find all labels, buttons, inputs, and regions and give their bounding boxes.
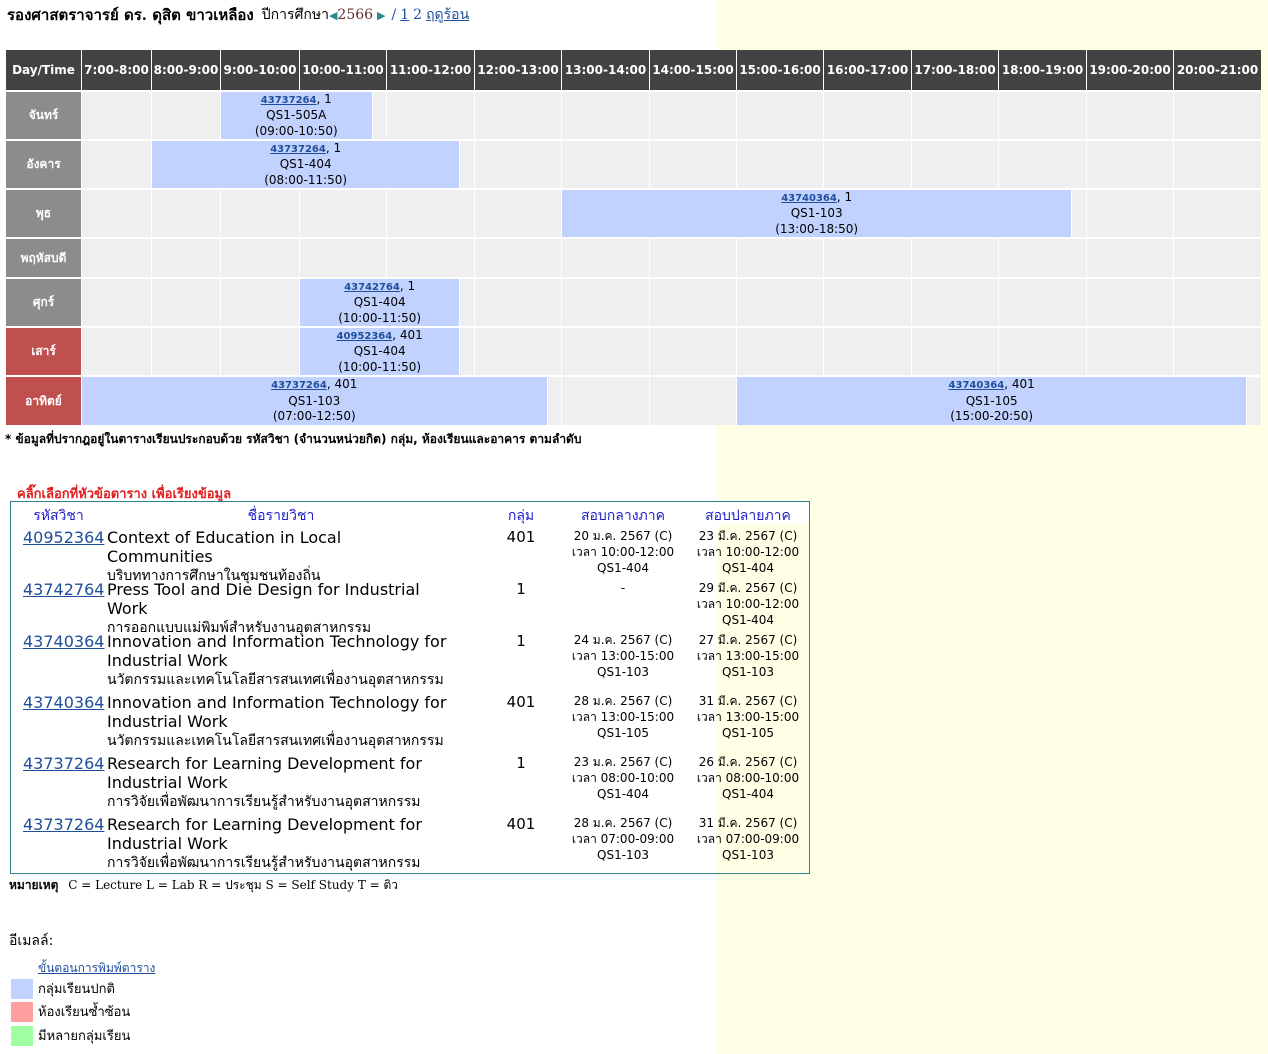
timetable-slot	[387, 237, 475, 277]
timetable-slot	[650, 277, 737, 326]
course-code-link[interactable]: 43740364	[23, 693, 105, 712]
timetable-slot	[221, 188, 300, 237]
timetable-slot	[82, 237, 152, 277]
class-block[interactable]	[300, 277, 460, 326]
time-header: 11:00-12:00	[387, 50, 475, 90]
midterm-exam	[563, 815, 683, 863]
course-code-link[interactable]: 43742764	[23, 580, 105, 599]
time-header: 18:00-19:00	[999, 50, 1087, 90]
timetable-slot	[912, 90, 999, 139]
final-line: 31 มี.ค. 2567 (C)	[698, 694, 798, 708]
print-steps-link[interactable]: ขั้นตอนการพิมพ์ตาราง	[38, 961, 156, 975]
timetable-slot	[82, 188, 152, 237]
timetable-slot	[387, 188, 475, 237]
time-header: 12:00-13:00	[475, 50, 562, 90]
timetable-slot	[1174, 139, 1262, 188]
course-code-link[interactable]: 43737264	[23, 754, 105, 773]
timetable-slot	[737, 139, 824, 188]
class-room: QS1-505A	[266, 108, 327, 123]
legend-note-label: หมายเหตุ	[9, 878, 59, 892]
day-label: จันทร์	[6, 90, 82, 139]
final-line: 26 มี.ค. 2567 (C)	[698, 755, 798, 769]
course-name-en: Press Tool and Die Design for Industrial Work	[107, 580, 420, 618]
timetable-note: * ข้อมูลที่ปรากฎอยู่ในตารางเรียนประกอบด้วย รหัสวิชา (จำนวนหน่วยกิต) กลุ่ม, ห้องเรียนและอาคาร ตามลำดับ	[5, 432, 582, 446]
class-time: (10:00-11:50)	[338, 359, 422, 374]
class-group: , 401	[1004, 377, 1035, 392]
sort-instruction: คลิ๊กเลือกที่หัวข้อตาราง เพื่อเรียงข้อมูล	[17, 487, 232, 502]
timetable-slot	[1174, 277, 1262, 326]
timetable-slot	[1174, 90, 1262, 139]
timetable-slot	[999, 90, 1087, 139]
timetable-slot	[152, 188, 221, 237]
header-course-name[interactable]: ชื่อรายวิชา	[247, 508, 315, 524]
timetable-slot	[650, 375, 737, 425]
course-name-th: บริบททางการศึกษาในชุมชนท้องถิ่น	[107, 568, 321, 584]
time-header: 7:00-8:00	[82, 50, 152, 90]
day-label: เสาร์	[6, 326, 82, 375]
midterm-line: QS1-105	[597, 726, 649, 740]
midterm-line: QS1-404	[597, 561, 649, 575]
final-exam	[688, 632, 808, 680]
class-room: QS1-404	[353, 295, 406, 310]
final-line: 31 มี.ค. 2567 (C)	[698, 816, 798, 830]
course-name	[107, 632, 447, 690]
timetable-slot	[562, 326, 650, 375]
timetable-slot	[475, 237, 562, 277]
timetable-slot	[1087, 188, 1174, 237]
timetable-slot	[562, 90, 650, 139]
timetable-slot	[912, 277, 999, 326]
class-block[interactable]	[152, 139, 460, 188]
legend-item	[11, 1001, 130, 1022]
time-header: 20:00-21:00	[1174, 50, 1262, 90]
time-header: 16:00-17:00	[824, 50, 912, 90]
timetable-slot	[221, 237, 300, 277]
midterm-line: 28 ม.ค. 2567 (C)	[573, 694, 673, 708]
instructor-name: รองศาสตราจารย์ ดร. ดุสิต ขาวเหลือง	[7, 6, 254, 24]
class-group: , 401	[326, 377, 358, 392]
course-code-link[interactable]: 43737264	[23, 815, 105, 834]
final-line: เวลา 07:00-09:00	[696, 832, 800, 846]
class-group: , 1	[836, 189, 853, 204]
class-code-link[interactable]: 43737264	[271, 380, 327, 392]
class-code-link[interactable]: 43737264	[260, 94, 317, 106]
class-block-code-line	[337, 328, 423, 345]
class-block-code-line	[344, 279, 415, 296]
final-exam	[688, 580, 808, 628]
course-name-th: การวิจัยเพื่อพัฒนาการเรียนรู้สำหรับงานอุตสาหกรรม	[107, 794, 421, 810]
final-line: เวลา 13:00-15:00	[696, 649, 800, 663]
timetable-slot	[221, 277, 300, 326]
final-line: 29 มี.ค. 2567 (C)	[698, 581, 798, 595]
legend-label: ห้องเรียนซ้ำซ้อน	[38, 1005, 131, 1020]
class-block-code-line	[781, 190, 852, 207]
class-code-link[interactable]: 40952364	[336, 330, 393, 342]
class-block-code-line	[270, 141, 341, 158]
timetable-slot	[824, 139, 912, 188]
midterm-exam	[563, 693, 683, 741]
timetable-slot	[1087, 277, 1174, 326]
class-code-link[interactable]: 43737264	[270, 143, 326, 155]
final-exam	[688, 754, 808, 802]
course-group: 401	[506, 693, 536, 711]
day-label: อาทิตย์	[6, 375, 82, 425]
final-line: เวลา 08:00-10:00	[696, 771, 800, 785]
course-group: 401	[506, 815, 536, 833]
course-group: 1	[516, 580, 526, 598]
legend-item	[11, 978, 115, 999]
time-header: 10:00-11:00	[300, 50, 387, 90]
final-line: QS1-404	[722, 787, 774, 801]
course-name-en: Innovation and Information Technology for Industrial Work	[107, 693, 447, 731]
day-label: อังคาร	[6, 139, 82, 188]
day-label: ศุกร์	[6, 277, 82, 326]
course-name	[107, 754, 447, 812]
class-block[interactable]	[737, 375, 1247, 425]
day-label: พฤหัสบดี	[6, 237, 82, 277]
time-header: 17:00-18:00	[912, 50, 999, 90]
term-2-current: 2	[413, 7, 423, 23]
timetable-slot	[737, 237, 824, 277]
timetable-slot	[737, 90, 824, 139]
midterm-exam	[563, 580, 683, 628]
course-name-en: Research for Learning Development for Industrial Work	[107, 815, 422, 853]
timetable-slot	[999, 326, 1087, 375]
final-exam	[688, 693, 808, 741]
class-code-link[interactable]: 43740364	[948, 380, 1005, 392]
timetable-slot	[737, 277, 824, 326]
legend-note-text: C = Lecture L = Lab R = ประชุม S = Self Study T = ติว	[68, 878, 399, 892]
timetable-slot	[999, 139, 1087, 188]
timetable-slot	[475, 139, 562, 188]
course-table	[10, 501, 810, 874]
final-exam	[688, 815, 808, 863]
legend-swatch	[11, 979, 33, 999]
class-group: , 1	[325, 140, 342, 155]
final-line: เวลา 13:00-15:00	[696, 710, 800, 724]
course-name	[107, 528, 447, 586]
timetable-slot	[562, 277, 650, 326]
class-time: (10:00-11:50)	[338, 310, 422, 325]
page-header	[7, 4, 469, 26]
timetable-slot	[650, 326, 737, 375]
class-block-code-line	[949, 377, 1035, 394]
final-line: QS1-105	[722, 726, 774, 740]
timetable-slot	[300, 188, 387, 237]
course-name-en: Innovation and Information Technology for Industrial Work	[107, 632, 447, 670]
midterm-line: 23 ม.ค. 2567 (C)	[573, 755, 673, 769]
timetable-slot	[475, 188, 562, 237]
final-line: 27 มี.ค. 2567 (C)	[698, 633, 798, 647]
timetable-slot	[1174, 188, 1262, 237]
timetable-slot	[82, 277, 152, 326]
timetable-slot	[300, 237, 387, 277]
class-time: (09:00-10:50)	[254, 123, 338, 138]
course-name	[107, 693, 447, 751]
timetable-slot	[387, 90, 475, 139]
final-line: QS1-103	[722, 665, 774, 679]
class-time: (08:00-11:50)	[264, 172, 348, 187]
timetable-slot	[824, 277, 912, 326]
timetable-slot	[82, 90, 152, 139]
timetable-slot	[562, 375, 650, 425]
course-group: 401	[506, 528, 536, 546]
final-line: 23 มี.ค. 2567 (C)	[698, 529, 798, 543]
course-group: 1	[516, 632, 526, 650]
time-header: 19:00-20:00	[1087, 50, 1174, 90]
midterm-exam	[563, 528, 683, 576]
timetable-slot	[152, 90, 221, 139]
email-label: อีเมลล์:	[9, 933, 54, 949]
class-room: QS1-105	[965, 393, 1018, 408]
course-name	[107, 580, 447, 638]
final-line: QS1-404	[722, 561, 774, 575]
timetable-slot	[912, 326, 999, 375]
class-time: (13:00-18:50)	[775, 221, 859, 236]
timetable-slot	[1087, 326, 1174, 375]
midterm-exam	[563, 632, 683, 680]
midterm-line: -	[620, 581, 626, 595]
midterm-line: 20 ม.ค. 2567 (C)	[573, 529, 673, 543]
header-midterm[interactable]: สอบกลางภาค	[580, 508, 666, 524]
timetable-slot	[475, 90, 562, 139]
midterm-line: 28 ม.ค. 2567 (C)	[573, 816, 673, 830]
timetable-slot	[912, 139, 999, 188]
timetable-slot	[1087, 237, 1174, 277]
class-room: QS1-103	[790, 206, 843, 221]
timetable-slot	[650, 139, 737, 188]
legend-swatch	[11, 1026, 33, 1046]
time-header: 9:00-10:00	[221, 50, 300, 90]
class-code-link[interactable]: 43742764	[344, 281, 400, 293]
legend-swatch	[11, 1002, 33, 1022]
midterm-line: 24 ม.ค. 2567 (C)	[573, 633, 673, 647]
course-name	[107, 815, 447, 873]
course-group: 1	[516, 754, 526, 772]
year-label: ปีการศึกษา	[261, 7, 329, 23]
midterm-line: เวลา 08:00-10:00	[571, 771, 675, 785]
legend-item	[11, 1025, 130, 1046]
term-separator: /	[391, 7, 397, 23]
class-block[interactable]	[562, 188, 1072, 237]
timetable-slot	[475, 326, 562, 375]
time-header: 13:00-14:00	[562, 50, 650, 90]
timetable-slot	[1174, 326, 1262, 375]
midterm-line: เวลา 13:00-15:00	[571, 649, 675, 663]
final-line: เวลา 10:00-12:00	[696, 545, 800, 559]
class-block[interactable]	[300, 326, 460, 375]
midterm-line: เวลา 10:00-12:00	[571, 545, 675, 559]
timetable-slot	[999, 277, 1087, 326]
class-time: (07:00-12:50)	[272, 409, 356, 424]
timetable-slot	[152, 237, 221, 277]
timetable-slot	[1174, 237, 1262, 277]
course-name-th: นวัตกรรมและเทคโนโลยีสารสนเทศเพื่องานอุตสาหกรรม	[107, 733, 444, 749]
timetable-slot	[82, 326, 152, 375]
day-label: พุธ	[6, 188, 82, 237]
class-block-code-line	[261, 92, 332, 109]
midterm-line	[563, 612, 683, 628]
course-name-th: การวิจัยเพื่อพัฒนาการเรียนรู้สำหรับงานอุตสาหกรรม	[107, 855, 421, 871]
timetable-slot	[824, 90, 912, 139]
course-name-th: นวัตกรรมและเทคโนโลยีสารสนเทศเพื่องานอุตสาหกรรม	[107, 672, 444, 688]
legend-label: มีหลายกลุ่มเรียน	[38, 1029, 131, 1044]
timetable-slot	[152, 326, 221, 375]
midterm-line: QS1-103	[597, 848, 649, 862]
timetable-slot	[650, 90, 737, 139]
course-name-th: การออกแบบแม่พิมพ์สำหรับงานอุตสาหกรรม	[107, 620, 372, 636]
time-header: 15:00-16:00	[737, 50, 824, 90]
course-name-en: Research for Learning Development for Industrial Work	[107, 754, 422, 792]
midterm-line: เวลา 13:00-15:00	[571, 710, 675, 724]
class-room: QS1-404	[353, 344, 406, 359]
class-block-code-line	[271, 377, 357, 394]
timetable-slot	[562, 139, 650, 188]
timetable-corner: Day/Time	[6, 50, 82, 90]
header-final[interactable]: สอบปลายภาค	[705, 508, 791, 524]
final-exam	[688, 528, 808, 576]
timetable-slot	[82, 139, 152, 188]
timetable-slot	[1087, 90, 1174, 139]
midterm-line: QS1-103	[597, 665, 649, 679]
prev-year-icon[interactable]: ◀	[328, 8, 338, 22]
class-time: (15:00-20:50)	[950, 409, 1034, 424]
timetable-slot	[152, 277, 221, 326]
time-header: 8:00-9:00	[152, 50, 221, 90]
class-group: , 1	[316, 91, 332, 106]
timetable-slot	[737, 326, 824, 375]
term-summer-link[interactable]: ฤดูร้อน	[426, 7, 470, 23]
class-code-link[interactable]: 43740364	[781, 192, 837, 204]
header-group[interactable]: กลุ่ม	[507, 508, 535, 524]
academic-year: 2566	[337, 7, 374, 23]
class-room: QS1-103	[288, 393, 341, 408]
final-line: QS1-404	[722, 613, 774, 627]
class-group: , 401	[392, 327, 423, 342]
midterm-line: QS1-404	[597, 787, 649, 801]
timetable-slot	[999, 237, 1087, 277]
class-group: , 1	[399, 278, 416, 293]
course-name-en: Context of Education in Local Communities	[107, 528, 342, 566]
timetable-slot	[1087, 139, 1174, 188]
timetable-slot	[650, 237, 737, 277]
course-code-link[interactable]: 43740364	[23, 632, 105, 651]
timetable-slot	[824, 237, 912, 277]
timetable-slot	[562, 237, 650, 277]
final-line: QS1-103	[722, 848, 774, 862]
header-course-code[interactable]: รหัสวิชา	[33, 508, 84, 524]
midterm-exam	[563, 754, 683, 802]
legend-label: กลุ่มเรียนปกติ	[38, 982, 115, 997]
timetable-grid	[6, 50, 1262, 425]
class-block[interactable]	[82, 375, 548, 425]
midterm-line	[563, 596, 683, 612]
final-line: เวลา 10:00-12:00	[696, 597, 800, 611]
timetable-slot	[221, 326, 300, 375]
class-room: QS1-404	[279, 157, 332, 172]
timetable-slot	[824, 326, 912, 375]
course-code-link[interactable]: 40952364	[23, 528, 105, 547]
term-1-link[interactable]: 1	[400, 7, 410, 23]
midterm-line: เวลา 07:00-09:00	[571, 832, 675, 846]
timetable-slot	[912, 237, 999, 277]
time-header: 14:00-15:00	[650, 50, 737, 90]
timetable-slot	[475, 277, 562, 326]
class-block[interactable]	[221, 90, 373, 139]
next-year-icon[interactable]: ▶	[377, 8, 386, 22]
legend-note	[9, 876, 398, 895]
